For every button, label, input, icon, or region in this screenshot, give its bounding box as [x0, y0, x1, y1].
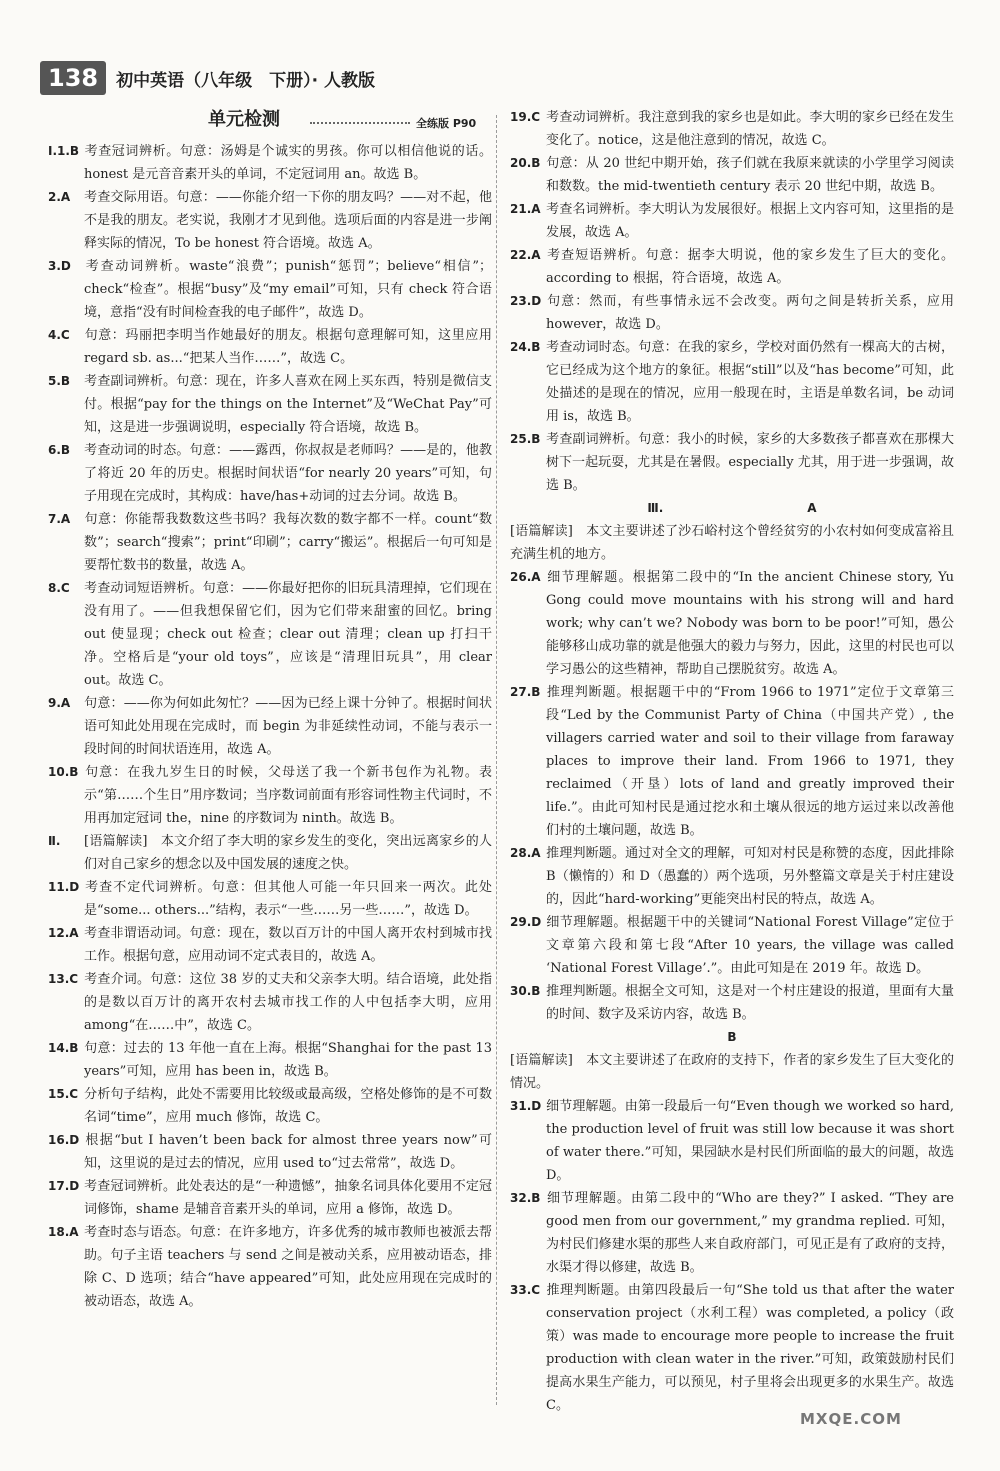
answer-number: 15.C	[48, 1087, 79, 1101]
answer-number: 22.A	[510, 248, 541, 262]
answer-item	[510, 106, 954, 152]
column-divider	[496, 115, 497, 1405]
answer-number: 2.A	[48, 190, 71, 204]
answer-item	[48, 1083, 492, 1129]
answer-item	[510, 980, 954, 1026]
answer-number: Ⅱ.	[48, 834, 61, 848]
answer-item	[510, 681, 954, 842]
answer-explanation: 句意：过去的 13 年他一直在上海。根据“Shanghai for the past 13 years”可知，应用 has been in，故选 B。	[84, 1041, 492, 1079]
answer-item	[48, 370, 492, 439]
answer-item	[48, 1037, 492, 1083]
answer-number: 11.D	[48, 880, 80, 894]
answer-item	[510, 566, 954, 681]
watermark: MXQE.COM	[800, 1410, 902, 1428]
passage-summary: [语篇解读] 本文主要讲述了在政府的支持下，作者的家乡发生了巨大变化的情况。	[510, 1053, 954, 1091]
answer-explanation: 细节理解题。根据第二段中的“In the ancient Chinese story, Yu Gong could move mountains with his strong will and hard work; why can’t we? Nobody was born to be poor!”可知，愚公能够移山成功靠的就是他强大的毅力与努力，因此，这里的村民也可以学习愚公的这些精神，帮助自己摆脱贫穷。故选 A。	[546, 570, 954, 677]
answer-item	[510, 244, 954, 290]
answer-number: 16.D	[48, 1133, 80, 1147]
answer-number: 31.D	[510, 1099, 542, 1113]
answer-item	[48, 439, 492, 508]
answer-explanation: 细节理解题。根据题干中的关键词“National Forest Village”定位于文章第六段和第七段“After 10 years, the village was called ‘National Forest Village’.”。由此可知是在 2019 年。故选 D。	[546, 915, 954, 976]
answer-number: 33.C	[510, 1283, 541, 1297]
answer-number: 6.B	[48, 443, 71, 457]
answer-item	[510, 1187, 954, 1279]
answer-number: 4.C	[48, 328, 70, 342]
answer-item	[48, 140, 492, 186]
answer-item	[48, 761, 492, 830]
answer-explanation: 细节理解题。由第一段最后一句“Even though we worked so hard, the production level of fruit was still low because it was short of water there.”可知，果园缺水是村民们所面临的最大的问题，故选 D。	[546, 1099, 954, 1183]
answer-explanation: 考查非谓语动词。句意：现在，数以百万计的中国人离开农村到城市找工作。根据句意，应用动词不定式表目的，故选 A。	[84, 926, 492, 964]
left-column	[48, 106, 492, 1313]
answer-number: 13.C	[48, 972, 79, 986]
answer-explanation: 考查短语辨析。句意：据李大明说，他的家乡发生了巨大的变化。according to 根据，符合语境，故选 A。	[546, 248, 954, 286]
answer-item	[48, 1221, 492, 1313]
answer-list-left	[48, 140, 492, 1313]
answer-number: 8.C	[48, 581, 70, 595]
answer-number: 5.B	[48, 374, 71, 388]
answer-explanation: 考查动词短语辨析。句意：——你最好把你的旧玩具清理掉，它们现在没有用了。——但我想保留它们，因为它们带来甜蜜的回忆。bring out 使显现；check out 检查；clear out 清理；clean up 打扫干净。空格后是“your old toys”，应该是“清理旧玩具”，用 clear out。故选 C。	[84, 581, 492, 688]
answer-explanation: 推理判断题。由第四段最后一句“She told us that after the water conservation project（水利工程）was completed, a policy（政策）was made to encourage more people to increase the fruit production with clean water in the river.”可知，政策鼓励村民们提高水果生产能力，可以预见，村子里将会出现更多的水果生产。故选 C。	[546, 1283, 954, 1413]
passage-summary: [语篇解读] 本文主要讲述了沙石峪村这个曾经贫穷的小农村如何变成富裕且充满生机的地方。	[510, 524, 954, 562]
answer-explanation: 考查副词辨析。句意：现在，许多人喜欢在网上买东西，特别是微信支付。根据“pay for the things on the Internet”及“WeChat Pay”可知，这是进一步强调说明，especially 符合语境，故选 B。	[84, 374, 492, 435]
answer-number: 32.B	[510, 1191, 541, 1205]
answer-explanation: 句意：从 20 世纪中期开始，孩子们就在我原来就读的小学里学习阅读和数数。the mid-twentieth century 表示 20 世纪中期，故选 B。	[546, 156, 954, 194]
answer-number: 7.A	[48, 512, 71, 526]
answer-number: 19.C	[510, 110, 541, 124]
answer-explanation: 考查介词。句意：这位 38 岁的丈夫和父亲李大明。结合语境，此处指的是数以百万计的离开农村去城市找工作的人中包括李大明，应用 among“在……中”，故选 C。	[84, 972, 492, 1033]
answer-explanation: 考查动词辨析。我注意到我的家乡也是如此。李大明的家乡已经在发生变化了。notice，这是他注意到的情况，故选 C。	[546, 110, 954, 148]
answer-number: 26.A	[510, 570, 541, 584]
section-heading	[48, 106, 492, 140]
section-title: 单元检测	[208, 109, 280, 130]
answer-number: 30.B	[510, 984, 541, 998]
answer-explanation: 分析句子结构，此处不需要用比较级或最高级，空格处修饰的是不可数名词“time”，应用 much 修饰，故选 C。	[84, 1087, 492, 1125]
answer-number: Ⅰ.1.B	[48, 144, 80, 158]
answer-number: 10.B	[48, 765, 79, 779]
answer-number: 14.B	[48, 1041, 79, 1055]
answer-explanation: 句意：在我九岁生日的时候，父母送了我一个新书包作为礼物。表示“第……个生日”用序数词；当序数词前面有形容词性物主代词时，不用再加定冠词 the，nine 的序数词为 ninth。故选 B。	[84, 765, 492, 826]
answer-explanation: 推理判断题。通过对全文的理解，可知对村民是称赞的态度，因此排除 B（懒惰的）和 D（愚蠢的）两个选项，另外整篇文章是关于村庄建设的，因此“hard-working”更能突出村民的特点，故选 A。	[546, 846, 954, 907]
answer-list-right	[510, 106, 954, 1417]
answer-explanation: 句意：然而，有些事情永远不会改变。两句之间是转折关系，应用 however，故选 D。	[546, 294, 954, 332]
answer-explanation: 句意：玛丽把李明当作她最好的朋友。根据句意理解可知，这里应用 regard sb. as...“把某人当作……”，故选 C。	[84, 328, 492, 366]
answer-explanation: [语篇解读] 本文介绍了李大明的家乡发生的变化，突出远离家乡的人们对自己家乡的想念以及中国发展的速度之快。	[84, 834, 492, 872]
answer-item	[48, 577, 492, 692]
answer-explanation: 考查动词辨析。waste“浪费”；punish“惩罚”；believe“相信”；check“检查”。根据“busy”及“my email”可知，只有 check 符合语境，意指“没有时间检查我的电子邮件”，故选 D。	[84, 259, 492, 320]
answer-explanation: 考查动词时态。句意：在我的家乡，学校对面仍然有一棵高大的古树，它已经成为这个地方的象征。根据“still”以及“has become”可知，此处描述的是现在的情况，应用一般现在时，主语是单数名词，be 动词用 is，故选 B。	[546, 340, 954, 424]
answer-item	[48, 324, 492, 370]
answer-number: 28.A	[510, 846, 541, 860]
answer-item	[48, 1129, 492, 1175]
answer-item	[510, 842, 954, 911]
answer-number: 21.A	[510, 202, 541, 216]
page-number: 138	[40, 61, 106, 95]
answer-explanation: 考查交际用语。句意：——你能介绍一下你的朋友吗？——对不起，他不是我的朋友。老实说，我刚才才见到他。选项后面的内容是进一步阐释实际的情况，To be honest 符合语境。故选 A。	[84, 190, 492, 251]
part-heading: Ⅲ. A	[647, 501, 817, 515]
answer-number: 3.D	[48, 259, 71, 273]
answer-number: 29.D	[510, 915, 542, 929]
part-heading: B	[727, 1030, 737, 1044]
answer-item	[510, 152, 954, 198]
answer-item	[510, 290, 954, 336]
answer-item	[48, 968, 492, 1037]
answer-explanation: 推理判断题。根据题干中的“From 1966 to 1971”定位于文章第三段“Led by the Communist Party of China（中国共产党）, the villagers carried water and soil to their village from faraway places to improve their land. From 1966 to 1971, they reclaimed（开垦）lots of land and greatly improved their life.”。由此可知村民是通过挖水和土壤从很远的地方运过来以改善他们村的土壤问题，故选 B。	[546, 685, 954, 838]
answer-explanation: 考查时态与语态。句意：在许多地方，许多优秀的城市教师也被派去帮助。句子主语 teachers 与 send 之间是被动关系，应用被动语态，排除 C、D 选项；结合“have appeared”可知，此处应用现在完成时的被动语态，故选 A。	[84, 1225, 492, 1309]
answer-item	[48, 830, 492, 876]
answer-item	[48, 186, 492, 255]
answer-item	[48, 922, 492, 968]
answer-item	[48, 876, 492, 922]
answer-explanation: 句意：——你为何如此匆忙？——因为已经上课十分钟了。根据时间状语可知此处用现在完成时，而 begin 为非延续性动词，不能与表示一段时间的时间状语连用，故选 A。	[84, 696, 492, 757]
right-column	[510, 106, 954, 1417]
answer-number: 18.A	[48, 1225, 79, 1239]
answer-explanation: 句意：你能帮我数数这些书吗？我每次数的数字都不一样。count“数数”；search“搜索”；print“印刷”；carry“搬运”。根据后一句可知是要帮忙数书的数量，故选 A。	[84, 512, 492, 573]
answer-explanation: 考查冠词辨析。句意：汤姆是个诚实的男孩。你可以相信他说的话。honest 是元音音素开头的单词，不定冠词用 an。故选 B。	[84, 144, 492, 182]
leader-dots	[310, 122, 410, 124]
answer-number: 20.B	[510, 156, 541, 170]
page-header	[40, 58, 375, 98]
book-title: 初中英语（八年级 下册）· 人教版	[116, 70, 375, 91]
answer-number: 17.D	[48, 1179, 80, 1193]
answer-item	[48, 508, 492, 577]
answer-item	[48, 255, 492, 324]
answer-item	[510, 336, 954, 428]
answer-item	[510, 1095, 954, 1187]
answer-explanation: 考查动词的时态。句意：——露西，你叔叔是老师吗？——是的，他教了将近 20 年的历史。根据时间状语“for nearly 20 years”可知，句子用现在完成时，其构成：have/has+动词的过去分词。故选 B。	[84, 443, 492, 504]
answer-item	[48, 1175, 492, 1221]
answer-number: 12.A	[48, 926, 79, 940]
answer-item	[510, 911, 954, 980]
answer-number: 9.A	[48, 696, 71, 710]
answer-explanation: 根据“but I haven’t been back for almost three years now”可知，这里说的是过去的情况，应用 used to“过去常常”，故选 D。	[84, 1133, 492, 1171]
answer-explanation: 考查副词辨析。句意：我小的时候，家乡的大多数孩子都喜欢在那棵大树下一起玩耍，尤其是在暑假。especially 尤其，用于进一步强调，故选 B。	[546, 432, 954, 493]
answer-item	[48, 692, 492, 761]
section-ref: 全练版 P90	[416, 117, 477, 130]
answer-explanation: 细节理解题。由第二段中的“Who are they?” I asked. “They are good men from our government,” my grandma replied. 可知，为村民们修建水渠的那些人来自政府部门，可见正是有了政府的支持，水渠才得以修建，故选 B。	[546, 1191, 954, 1275]
answer-explanation: 考查冠词辨析。此处表达的是“一种遗憾”，抽象名词具体化要用不定冠词修饰，shame 是辅音音素开头的单词，应用 a 修饰，故选 D。	[84, 1179, 492, 1217]
answer-item	[510, 1279, 954, 1417]
answer-explanation: 考查不定代词辨析。句意：但其他人可能一年只回来一两次。此处是“some... others...”结构，表示“一些……另一些……”，故选 D。	[84, 880, 492, 918]
answer-explanation: 考查名词辨析。李大明认为发展很好。根据上文内容可知，这里指的是发展，故选 A。	[546, 202, 954, 240]
answer-explanation: 推理判断题。根据全文可知，这是对一个村庄建设的报道，里面有大量的时间、数字及采访内容，故选 B。	[546, 984, 954, 1022]
answer-item	[510, 198, 954, 244]
answer-number: 27.B	[510, 685, 541, 699]
answer-item	[510, 428, 954, 497]
answer-number: 23.D	[510, 294, 542, 308]
answer-number: 24.B	[510, 340, 541, 354]
answer-number: 25.B	[510, 432, 541, 446]
